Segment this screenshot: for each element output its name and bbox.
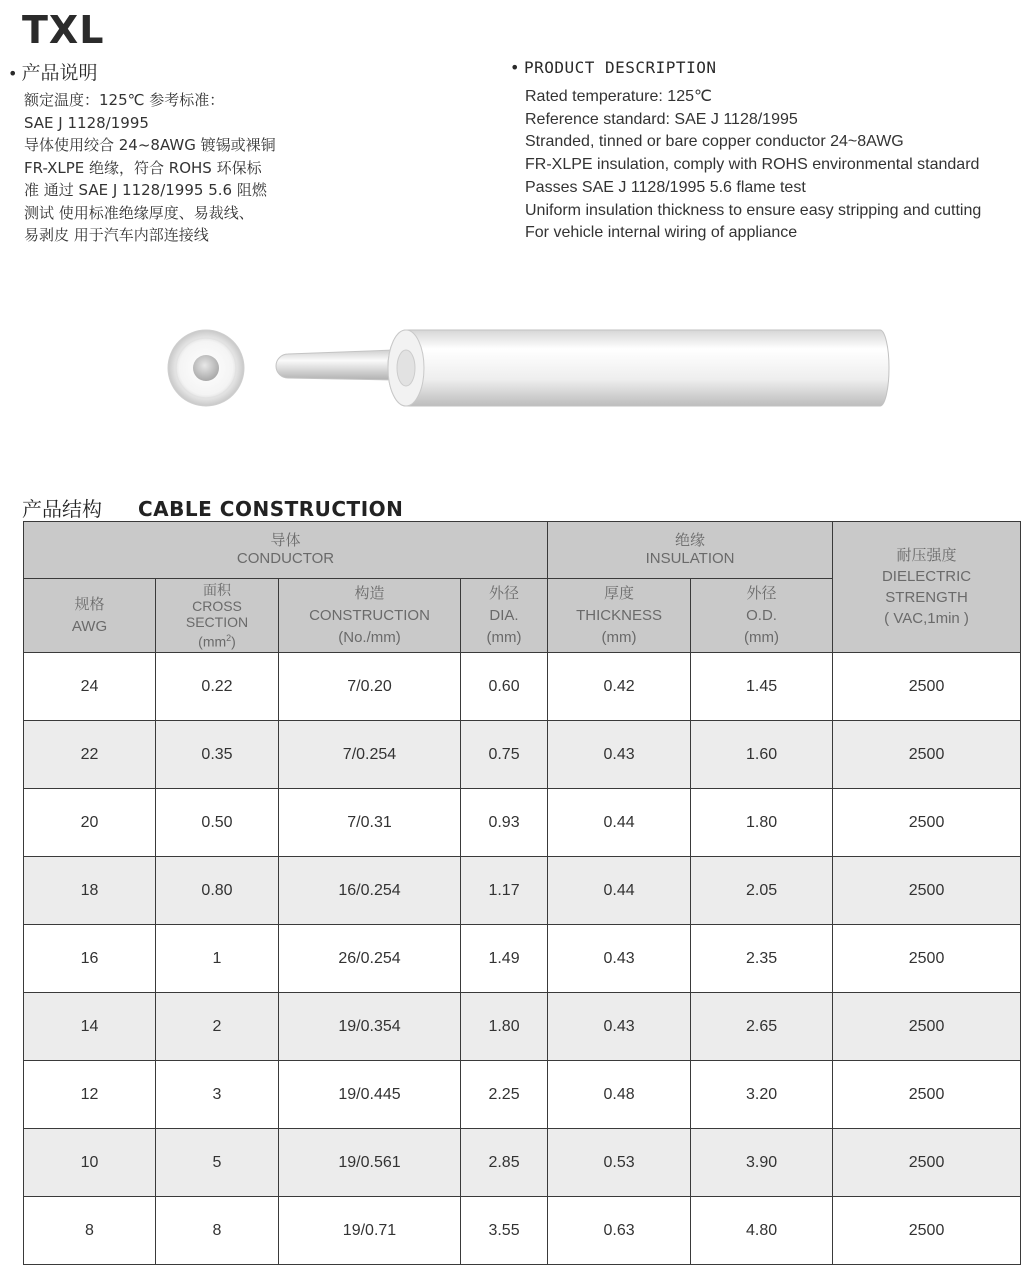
thickness-unit: (mm) xyxy=(601,628,637,646)
construction-cell: 19/0.445 xyxy=(279,1061,461,1129)
construction-cell: 7/0.31 xyxy=(279,789,461,857)
table-row xyxy=(24,925,1021,993)
thickness-cell: 0.43 xyxy=(548,925,691,993)
awg-cell: 8 xyxy=(24,1197,156,1265)
cn-line: 导体使用绞合 24~8AWG 镀锡或裸铜 xyxy=(24,136,276,154)
od-cell: 2.05 xyxy=(691,857,833,925)
en-description-heading xyxy=(510,58,716,77)
cn-line: SAE J 1128/1995 xyxy=(24,113,149,132)
product-title: TXL xyxy=(22,8,105,52)
cross-section-cell: 0.22 xyxy=(156,653,279,721)
dielectric-en1: DIELECTRIC xyxy=(881,568,972,585)
cable-cross-section xyxy=(168,330,244,406)
table-row xyxy=(24,1197,1021,1265)
dielectric-cell: 2500 xyxy=(833,789,1021,857)
table-row xyxy=(24,1129,1021,1197)
thickness-cell: 0.44 xyxy=(548,857,691,925)
section-title-en: CABLE CONSTRUCTION xyxy=(138,497,404,521)
od-cell: 4.80 xyxy=(691,1197,833,1265)
dia-cell: 2.25 xyxy=(461,1061,548,1129)
thickness-cell: 0.53 xyxy=(548,1129,691,1197)
dielectric-header xyxy=(833,522,1021,653)
awg-en: AWG xyxy=(71,617,108,635)
dielectric-en2: STRENGTH xyxy=(885,589,968,606)
dia-cell: 1.17 xyxy=(461,857,548,925)
cross-section-cell: 0.35 xyxy=(156,721,279,789)
dielectric-cell: 2500 xyxy=(833,925,1021,993)
en-line: Rated temperature: 125℃ xyxy=(525,88,712,105)
dia-cell: 1.49 xyxy=(461,925,548,993)
construction-unit: (No./mm) xyxy=(338,628,401,646)
od-cell: 3.20 xyxy=(691,1061,833,1129)
bullet-icon: • xyxy=(510,58,520,77)
cn-line: FR-XLPE 绝缘，符合 ROHS 环保标 xyxy=(24,158,262,177)
cross-section-cell: 0.50 xyxy=(156,789,279,857)
thickness-cell: 0.63 xyxy=(548,1197,691,1265)
dielectric-unit: ( VAC,1min ) xyxy=(884,610,969,627)
cross-cn: 面积 xyxy=(203,581,231,598)
awg-cell: 12 xyxy=(24,1061,156,1129)
dielectric-cell: 2500 xyxy=(833,993,1021,1061)
en-description-body xyxy=(525,86,981,245)
construction-en: CONSTRUCTION xyxy=(309,606,430,624)
od-cell: 1.60 xyxy=(691,721,833,789)
awg-cn: 规格 xyxy=(74,595,105,613)
thickness-cell: 0.44 xyxy=(548,789,691,857)
od-cn: 外径 xyxy=(746,584,777,602)
dielectric-cn: 耐压强度 xyxy=(896,547,957,564)
dia-cell: 0.60 xyxy=(461,653,548,721)
cross-section-cell: 2 xyxy=(156,993,279,1061)
cn-line: 准 通过 SAE J 1128/1995 5.6 阻燃 xyxy=(24,181,267,199)
awg-cell: 10 xyxy=(24,1129,156,1197)
awg-cell: 14 xyxy=(24,993,156,1061)
section-title-cn: 产品结构 xyxy=(22,497,102,521)
cross-unit: $(mm^2)$ xyxy=(198,632,236,650)
cable-illustration xyxy=(160,318,900,418)
table-row xyxy=(24,789,1021,857)
od-cell: 2.65 xyxy=(691,993,833,1061)
cross-section-header xyxy=(156,579,279,653)
dia-cell: 3.55 xyxy=(461,1197,548,1265)
cn-line: 额定温度：125℃ 参考标准： xyxy=(24,91,225,109)
en-line: For vehicle internal wiring of appliance xyxy=(525,224,798,242)
cross-section-cell: 8 xyxy=(156,1197,279,1265)
od-cell: 3.90 xyxy=(691,1129,833,1197)
conductor-en: CONDUCTOR xyxy=(236,550,335,567)
conductor-cn: 导体 xyxy=(270,532,301,549)
construction-cell: 26/0.254 xyxy=(279,925,461,993)
construction-cell: 7/0.20 xyxy=(279,653,461,721)
construction-cell: 19/0.354 xyxy=(279,993,461,1061)
awg-cell: 18 xyxy=(24,857,156,925)
en-line: Uniform insulation thickness to ensure easy stripping and cutting xyxy=(525,201,982,219)
od-cell: 1.80 xyxy=(691,789,833,857)
dia-en: DIA. xyxy=(489,606,519,624)
table-row xyxy=(24,1061,1021,1129)
dielectric-cell: 2500 xyxy=(833,1197,1021,1265)
table-row xyxy=(24,857,1021,925)
od-unit: (mm) xyxy=(744,628,780,646)
dia-cell: 0.75 xyxy=(461,721,548,789)
od-cell: 1.45 xyxy=(691,653,833,721)
table-row xyxy=(24,721,1021,789)
dielectric-cell: 2500 xyxy=(833,1061,1021,1129)
dia-cell: 0.93 xyxy=(461,789,548,857)
awg-cell: 16 xyxy=(24,925,156,993)
thickness-en: THICKNESS xyxy=(576,606,662,624)
od-cell: 2.35 xyxy=(691,925,833,993)
od-en: O.D. xyxy=(746,606,777,624)
en-line: Reference standard: SAE J 1128/1995 xyxy=(525,110,798,128)
dielectric-cell: 2500 xyxy=(833,721,1021,789)
cross-en1: CROSS xyxy=(192,597,242,614)
dia-header xyxy=(461,579,548,653)
dia-cn: 外径 xyxy=(489,584,520,602)
dielectric-cell: 2500 xyxy=(833,1129,1021,1197)
section-title xyxy=(22,493,403,522)
dielectric-cell: 2500 xyxy=(833,653,1021,721)
construction-cell: 16/0.254 xyxy=(279,857,461,925)
thickness-cn: 厚度 xyxy=(604,584,635,602)
cn-line: 易剥皮 用于汽车内部连接线 xyxy=(24,226,209,244)
construction-cell: 19/0.561 xyxy=(279,1129,461,1197)
en-line: Stranded, tinned or bare copper conductor 24~8AWG xyxy=(525,133,904,151)
insulation-en: INSULATION xyxy=(645,550,735,567)
insulation-cn: 绝缘 xyxy=(675,532,706,549)
cn-line: 测试 使用标准绝缘厚度、易裁线、 xyxy=(24,203,254,222)
construction-header xyxy=(279,579,461,653)
od-header xyxy=(691,579,833,653)
awg-header xyxy=(24,579,156,653)
cable-side-view xyxy=(276,330,889,406)
dia-cell: 2.85 xyxy=(461,1129,548,1197)
thickness-cell: 0.48 xyxy=(548,1061,691,1129)
cn-heading-text: 产品说明 xyxy=(21,62,98,84)
thickness-cell: 0.43 xyxy=(548,993,691,1061)
bullet-icon: • xyxy=(8,64,18,83)
awg-cell: 24 xyxy=(24,653,156,721)
cross-section-cell: 5 xyxy=(156,1129,279,1197)
insulation-group-header xyxy=(548,522,833,579)
cross-section-cell: 1 xyxy=(156,925,279,993)
awg-cell: 20 xyxy=(24,789,156,857)
cn-description-body xyxy=(24,89,324,247)
table-row xyxy=(24,993,1021,1061)
cross-section-cell: 3 xyxy=(156,1061,279,1129)
construction-cell: 7/0.254 xyxy=(279,721,461,789)
construction-cn: 构造 xyxy=(354,584,385,602)
conductor-group-header xyxy=(24,522,548,579)
en-line: Passes SAE J 1128/1995 5.6 flame test xyxy=(525,178,806,196)
thickness-cell: 0.43 xyxy=(548,721,691,789)
dia-unit: (mm) xyxy=(486,628,522,646)
cross-en2: SECTION xyxy=(185,613,249,630)
thickness-cell: 0.42 xyxy=(548,653,691,721)
cross-section-cell: 0.80 xyxy=(156,857,279,925)
construction-cell: 19/0.71 xyxy=(279,1197,461,1265)
thickness-header xyxy=(548,579,691,653)
en-heading-text: PRODUCT DESCRIPTION xyxy=(523,58,717,77)
cn-description-heading xyxy=(8,58,97,85)
dia-cell: 1.80 xyxy=(461,993,548,1061)
cable-construction-table xyxy=(23,521,1021,1265)
table-row xyxy=(24,653,1021,721)
en-line: FR-XLPE insulation, comply with ROHS environmental standard xyxy=(525,156,980,174)
awg-cell: 22 xyxy=(24,721,156,789)
dielectric-cell: 2500 xyxy=(833,857,1021,925)
